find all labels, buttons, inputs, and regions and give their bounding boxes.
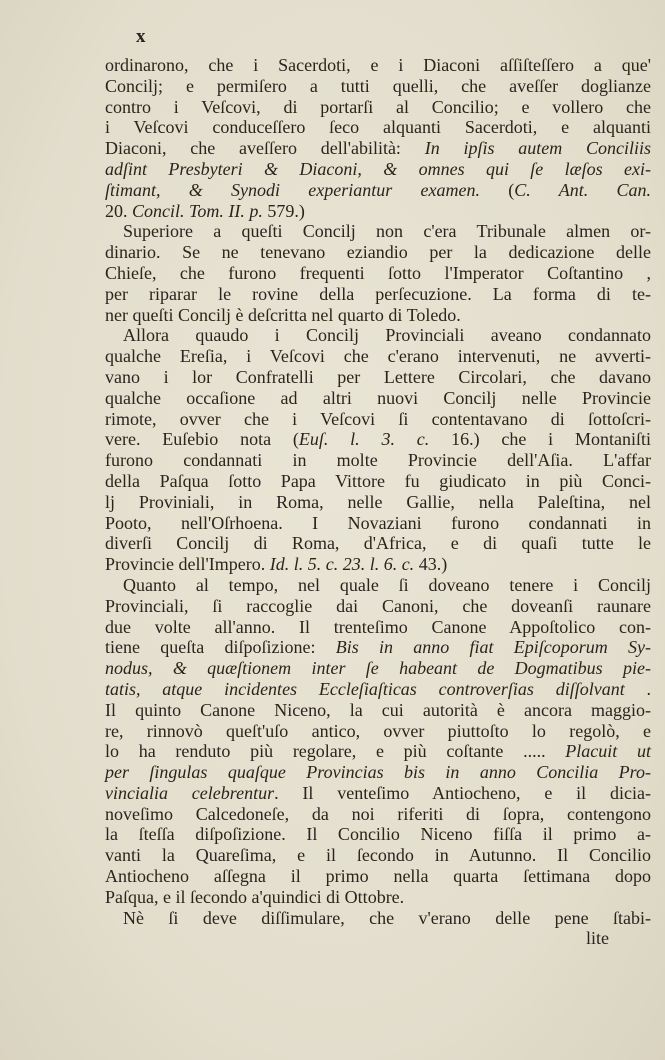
roman-text: dinario. Se ne tenevano eziandio per la dedicazione delle bbox=[105, 242, 651, 263]
roman-text: Provinciali, ſi raccoglie dai Canoni, che doveanſi raunare bbox=[105, 595, 651, 616]
text-line bbox=[105, 617, 651, 638]
roman-text: 16.) che i Montaniſti bbox=[429, 429, 651, 450]
text-line bbox=[105, 824, 651, 845]
text-line bbox=[105, 221, 651, 242]
italic-text: per ſingulas quaſque Provincias bis in anno Concilia Pro- bbox=[105, 762, 651, 783]
roman-text: della Paſqua ſotto Papa Vittore fu giudicato in più Conci- bbox=[105, 470, 651, 491]
roman-text: contro i Veſcovi, di portarſi al Concilio; e vollero che bbox=[105, 96, 651, 117]
roman-text: Provincie dell'Impero. bbox=[105, 554, 270, 575]
italic-text: Id. l. 5. c. 23. l. 6. c. bbox=[269, 554, 415, 575]
roman-text: . bbox=[624, 678, 652, 699]
roman-text: 20. bbox=[105, 200, 132, 221]
text-line bbox=[105, 305, 651, 326]
text-line bbox=[105, 117, 651, 138]
roman-text: rimote, ovver che i Veſcovi ſi contentavano di ſottoſcri- bbox=[105, 408, 651, 429]
italic-text: nodus, & quæſtionem inter ſe habeant de Dogmatibus pie- bbox=[105, 658, 651, 679]
text-line bbox=[105, 325, 651, 346]
roman-text: i Veſcovi conduceſſero ſeco alquanti Sacerdoti, e alquanti bbox=[105, 117, 651, 138]
text-line bbox=[105, 908, 651, 929]
text-line bbox=[105, 721, 651, 742]
roman-text: per riparar le rovine della perſecuzione. La forma di te- bbox=[105, 283, 651, 304]
text-line bbox=[105, 637, 651, 658]
text-line bbox=[105, 554, 651, 575]
roman-text: 43.) bbox=[414, 554, 448, 575]
roman-text: Quanto al tempo, nel quale ſi doveano tenere i Concilj bbox=[123, 574, 651, 595]
roman-text: noveſimo Calcedoneſe, da noi riferiti di ſopra, contengono bbox=[105, 803, 651, 824]
text-line bbox=[105, 180, 651, 201]
text-line bbox=[105, 284, 651, 305]
roman-text: Pooto, nell'Oſrhoena. I Novaziani furono condannati in bbox=[105, 512, 651, 533]
italic-text: vincialia celebrentur bbox=[105, 782, 275, 803]
text-line bbox=[105, 513, 651, 534]
roman-text: Superiore a queſti Concilj non c'era Tribunale almen or- bbox=[123, 221, 651, 242]
roman-text: qualche occaſione ad altri nuovi Concilj nelle Provincie bbox=[105, 387, 651, 408]
roman-text: ner queſti Concilj è deſcritta nel quarto di Toledo. bbox=[105, 304, 461, 325]
text-line bbox=[105, 533, 651, 554]
text-line bbox=[105, 450, 651, 471]
roman-text: lj Proviniali, in Roma, nelle Gallie, nella Paleſtina, nel bbox=[105, 491, 651, 512]
text-line bbox=[105, 201, 651, 222]
italic-text: In ipſis autem Conciliis bbox=[424, 138, 651, 159]
text-line bbox=[105, 596, 651, 617]
text-line bbox=[105, 866, 651, 887]
roman-text: Allora quaudo i Concilj Provinciali aveano condannato bbox=[123, 325, 651, 346]
text-line bbox=[105, 741, 651, 762]
roman-text: tiene queſta diſpoſizione: bbox=[105, 637, 336, 658]
roman-text: la ſteſſa diſpoſizione. Il Concilio Niceno fiſſa il primo a- bbox=[105, 824, 651, 845]
roman-text: qualche Ereſia, i Veſcovi che c'erano intervenuti, ne avverti- bbox=[105, 346, 651, 367]
text-line bbox=[105, 409, 651, 430]
text-line bbox=[105, 159, 651, 180]
roman-text: diverſi Concilj di Roma, d'Africa, e di quaſi tutte le bbox=[105, 533, 651, 554]
roman-text: vanti la Quareſima, e il ſecondo in Autunno. Il Concilio bbox=[105, 845, 651, 866]
roman-text: ordinarono, che i Sacerdoti, e i Diaconi aſſiſteſſero a que' bbox=[105, 55, 651, 75]
roman-text: due volte all'anno. Il trenteſimo Canone Appoſtolico con- bbox=[105, 616, 651, 637]
text-line bbox=[105, 658, 651, 679]
text-line bbox=[105, 76, 651, 97]
roman-text: Concilj; e permiſero a tutti quelli, che aveſſer doglianze bbox=[105, 75, 651, 96]
roman-text: re, rinnovò queſt'uſo antico, ovver piuttoſto lo regolò, e bbox=[105, 720, 651, 741]
roman-text: Il quinto Canone Niceno, la cui autorità è ancora maggio- bbox=[105, 699, 651, 720]
roman-text: ( bbox=[480, 179, 515, 200]
italic-text: adſint Presbyteri & Diaconi, & omnes qui ſe læſos exi- bbox=[105, 158, 651, 179]
roman-text: furono condannati in molte Provincie dell'Aſia. L'affar bbox=[105, 450, 651, 471]
italic-text: C. Ant. Can. bbox=[514, 179, 651, 200]
text-line bbox=[105, 804, 651, 825]
roman-text: Diaconi, che aveſſero dell'abilità: bbox=[105, 138, 425, 159]
text-line bbox=[105, 492, 651, 513]
italic-text: Placuit ut bbox=[565, 741, 651, 762]
roman-text: . Il venteſimo Antiocheno, e il dicia- bbox=[274, 782, 651, 803]
text-line bbox=[105, 762, 651, 783]
text-line bbox=[105, 471, 651, 492]
roman-text: lo ha renduto più regolare, e più coſtante ..... bbox=[105, 741, 566, 762]
roman-text: vano i lor Confratelli per Lettere Circolari, che davano bbox=[105, 366, 651, 387]
roman-text: 579.) bbox=[262, 200, 305, 221]
text-line bbox=[105, 263, 651, 284]
text-line bbox=[105, 887, 651, 908]
text-line bbox=[105, 367, 651, 388]
roman-text: Antiocheno aſſegna il primo nella quarta ſettimana dopo bbox=[105, 866, 651, 887]
roman-text: vere. Euſebio nota ( bbox=[105, 429, 299, 450]
text-line bbox=[105, 429, 651, 450]
italic-text: Concil. Tom. II. p. bbox=[132, 200, 263, 221]
text-line bbox=[105, 700, 651, 721]
text-line bbox=[105, 242, 651, 263]
catchword: lite bbox=[586, 928, 609, 948]
body-text bbox=[105, 55, 651, 928]
text-line bbox=[105, 575, 651, 596]
text-line bbox=[105, 97, 651, 118]
italic-text: ſtimant, & Synodi experiantur examen. bbox=[105, 179, 481, 200]
roman-text: Chieſe, che furono frequenti ſotto l'Imperator Coſtantino , bbox=[105, 262, 651, 283]
italic-text: tatis, atque incidentes Eccleſiaſticas controverſias diſſolvant bbox=[105, 678, 625, 699]
page-number: x bbox=[136, 26, 146, 47]
text-line bbox=[105, 346, 651, 367]
text-line bbox=[105, 783, 651, 804]
text-line bbox=[105, 679, 651, 700]
roman-text: Nè ſi deve diſſimulare, che v'erano delle pene ſtabi- bbox=[123, 907, 651, 928]
text-line bbox=[105, 138, 651, 159]
text-line bbox=[105, 388, 651, 409]
italic-text: Euſ. l. 3. c. bbox=[298, 429, 430, 450]
text-line bbox=[105, 55, 651, 76]
roman-text: Paſqua, e il ſecondo a'quindici di Ottobre. bbox=[105, 886, 405, 907]
italic-text: Bis in anno fiat Epiſcoporum Sy- bbox=[335, 637, 651, 658]
text-line bbox=[105, 845, 651, 866]
